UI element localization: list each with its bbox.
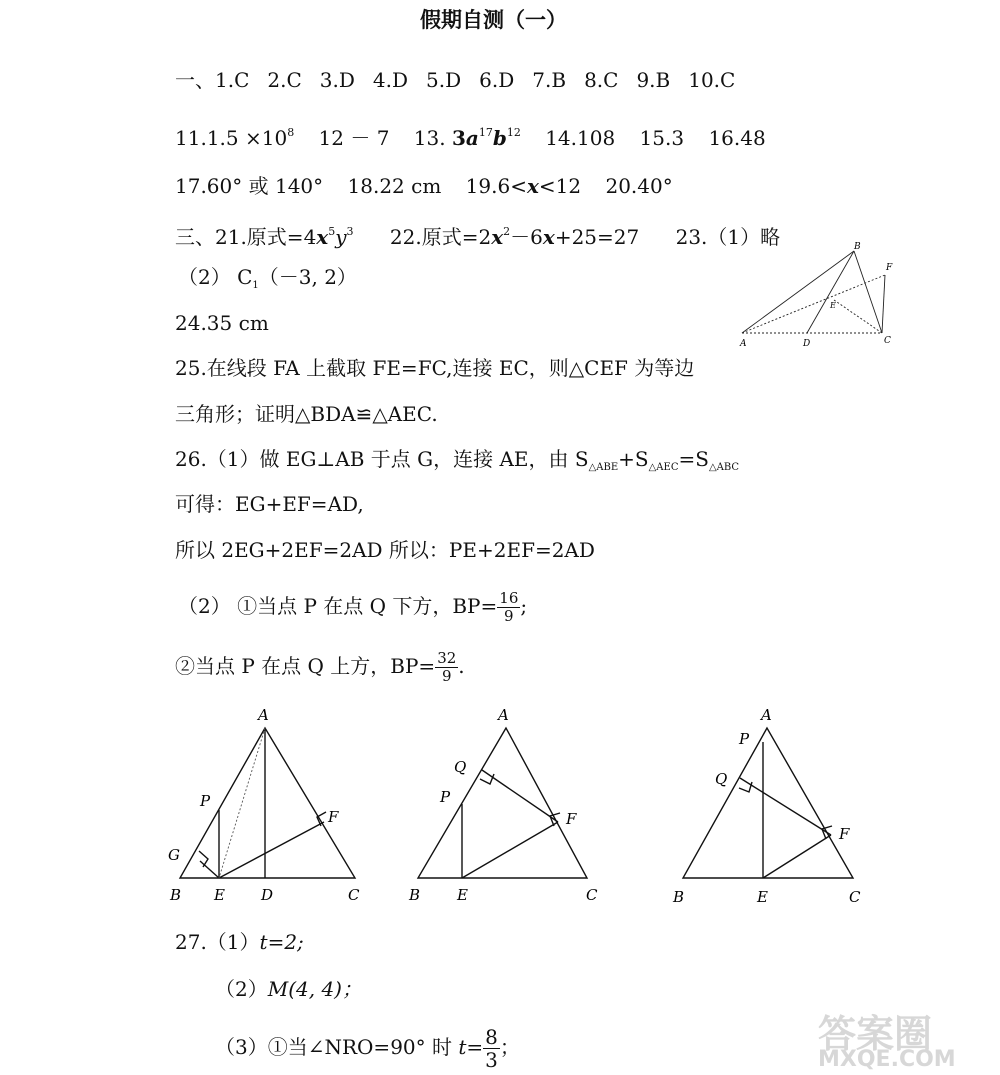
fig2-label-a: A [498, 706, 509, 724]
watermark-logo: 答案圈 [818, 1012, 933, 1056]
q23-part2 [178, 265, 357, 298]
answer: 6.D [479, 68, 515, 92]
q13-number: 13. [413, 126, 446, 150]
q27-part3-prefix: （3）①当∠NRO=90° 时 [215, 1035, 459, 1059]
q26-case2-fraction [435, 650, 458, 685]
q16-answer: 16.48 [708, 126, 766, 150]
fig2-label-f: F [566, 810, 577, 828]
q21-prefix: 三、21.原式=4 [175, 225, 317, 249]
q21-exp-x: 5 [328, 225, 336, 238]
fig23-label-d: D [803, 339, 811, 349]
page-title: 假期自测（一） [420, 8, 567, 32]
q26-part2-case2 [175, 650, 465, 685]
fig1-label-a: A [258, 706, 269, 724]
q11-exponent: 8 [287, 126, 295, 139]
answer: 2.C [267, 68, 302, 92]
numerator: 32 [437, 649, 457, 667]
q26-case1-end: ; [520, 594, 528, 618]
q26-line2: 可得：EG+EF=AD, [175, 492, 364, 516]
q22-prefix: 22.原式=2 [389, 225, 492, 249]
q24-answer: 24.35 cm [175, 311, 269, 335]
q26-prefix: 26.（1）做 EG⊥AB 于点 G，连接 AE，由 S [175, 447, 589, 471]
answer: 9.B [636, 68, 671, 92]
fig3-label-e: E [757, 888, 768, 906]
q22-middle: －6 [510, 225, 543, 249]
q26-figure-2 [400, 700, 620, 910]
q27-part3 [215, 1026, 520, 1071]
denominator: 9 [441, 667, 452, 685]
fig23-label-e: E [830, 301, 836, 310]
q26-figure-1 [160, 700, 380, 910]
q27-part1-prefix: 27.（1） [175, 930, 260, 954]
q15-answer: 15.3 [639, 126, 685, 150]
q22-suffix: +25=27 [554, 225, 640, 249]
fig2-label-e: E [457, 886, 468, 904]
fig1-label-b: B [170, 886, 182, 904]
q23-part2-coords: （－3, 2） [258, 265, 357, 289]
fig1-label-p: P [200, 792, 211, 810]
q26-case1-fraction [497, 590, 520, 625]
q13-exp-b: 12 [506, 126, 521, 139]
answer: 8.C [584, 68, 619, 92]
q27-part2 [215, 977, 362, 1001]
fig23-label-a: A [740, 339, 747, 349]
fig3-label-b: B [673, 888, 685, 906]
fig1-label-g: G [168, 846, 180, 864]
q27-part3-end: ； [499, 1035, 520, 1059]
q26-equals: =S [678, 447, 709, 471]
answer: 3.D [319, 68, 355, 92]
q23-part2-prefix: （2） C [178, 265, 253, 289]
section-label: 一、 [175, 68, 215, 92]
q20-answer: 20.40° [605, 174, 673, 198]
q26-sub-abc: △ABC [708, 462, 740, 473]
fig1-label-c: C [348, 886, 360, 904]
q19-suffix: <12 [538, 174, 582, 198]
numerator: 16 [499, 589, 519, 607]
q27-part3-fraction [483, 1026, 500, 1071]
q26-line1 [175, 447, 739, 480]
answer: 7.B [532, 68, 567, 92]
q22-var-x2: x [542, 225, 555, 249]
fig23-label-b: B [854, 242, 861, 252]
q26-sub-aec: △AEC [648, 462, 679, 473]
fig3-label-p: P [739, 730, 750, 748]
fill-in-answers-17-20 [175, 174, 673, 198]
denominator: 3 [485, 1048, 498, 1072]
watermark-url: MXQE.COM [818, 1047, 956, 1072]
fig2-label-q: Q [454, 758, 467, 776]
answers-21-23 [175, 220, 780, 249]
denominator: 9 [504, 607, 514, 625]
q26-sub-abe: △ABE [588, 462, 619, 473]
answer: 1.C [215, 68, 250, 92]
q23-triangle-figure [730, 240, 900, 350]
fig1-label-d: D [261, 886, 274, 904]
q27-part2-prefix: （2） [215, 977, 268, 1001]
fig2-label-p: P [440, 788, 451, 806]
q17-answer: 17.60° 或 140° [175, 174, 324, 198]
q14-answer: 14.108 [545, 126, 616, 150]
q23-part2-subscript: 1 [252, 280, 259, 291]
q13-var-b: b [492, 126, 507, 150]
q27-part1-value: t=2; [259, 930, 304, 954]
fig3-label-a: A [761, 706, 772, 724]
fig2-label-c: C [586, 886, 598, 904]
q26-case1-text: （2） ①当点 P 在点 Q 下方，BP= [178, 594, 498, 618]
fig1-label-e: E [214, 886, 225, 904]
q26-case2-end: . [458, 654, 465, 678]
q21-exp-y: 3 [346, 225, 354, 238]
q13-var-a: a [465, 126, 479, 150]
q27-part2-value: M(4, 4)； [267, 977, 362, 1001]
fig2-label-b: B [409, 886, 421, 904]
q19-prefix: 19.6< [465, 174, 527, 198]
fill-in-answers-11-16 [175, 121, 766, 150]
q19-var: x [526, 174, 539, 198]
answer: 4.D [372, 68, 409, 92]
q23-answer: 23.（1）略 [675, 225, 781, 249]
q12-answer: 12 － 7 [318, 126, 390, 150]
q11-answer: 1.5 ×10 [206, 126, 288, 150]
q27-part1 [175, 930, 304, 954]
fig3-label-c: C [849, 888, 861, 906]
multiple-choice-answers [175, 68, 735, 92]
q11-number: 11. [175, 126, 207, 150]
q13-exp-a: 17 [478, 126, 493, 139]
numerator: 8 [485, 1025, 498, 1049]
answer: 10.C [688, 68, 736, 92]
q27-part3-var: t= [458, 1035, 484, 1059]
q22-var-x: x [491, 225, 504, 249]
q21-var-x: x [316, 225, 329, 249]
q18-answer: 18.22 cm [347, 174, 442, 198]
fig3-label-f: F [839, 825, 850, 843]
q22-exp-x: 2 [503, 225, 511, 238]
q26-case2-text: ②当点 P 在点 Q 上方，BP= [175, 654, 436, 678]
q25-line2: 三角形；证明△BDA≌△AEC. [175, 402, 438, 426]
fig23-label-c: C [884, 336, 891, 346]
fig23-label-f: F [886, 263, 893, 273]
q26-plus: +S [618, 447, 649, 471]
fig1-label-f: F [328, 808, 339, 826]
q13-coefficient: 3 [451, 126, 466, 150]
answer: 5.D [426, 68, 462, 92]
q26-line3: 所以 2EG+2EF=2AD 所以：PE+2EF=2AD [175, 538, 595, 562]
q21-var-y: y [335, 225, 347, 249]
q26-part2-case1 [178, 590, 527, 625]
q26-figure-3 [665, 700, 885, 910]
fig3-label-q: Q [715, 770, 728, 788]
q25-line1: 25.在线段 FA 上截取 FE=FC,连接 EC，则△CEF 为等边 [175, 356, 695, 380]
